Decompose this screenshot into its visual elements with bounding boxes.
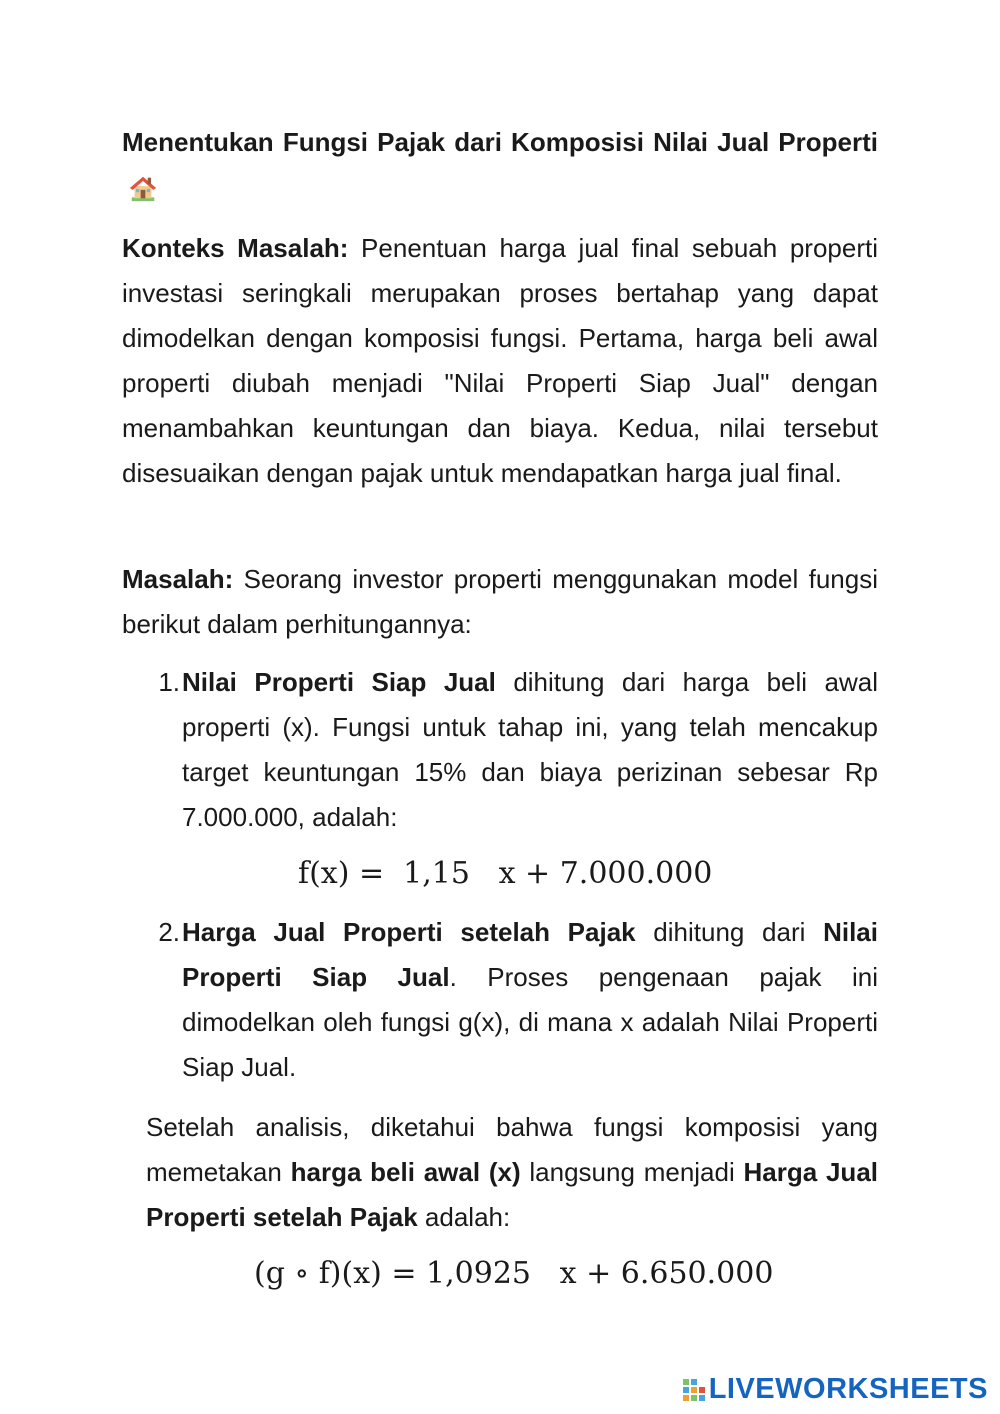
liveworksheets-logo-text: LIVEWORKSHEETS [708,1373,988,1405]
problem-paragraph [122,557,878,647]
list-item-bold: Harga Jual Properti setelah Pajak [182,917,636,947]
context-paragraph [122,226,878,496]
list-item-body: . Proses pengenaan pajak ini dimodelkan oleh fungsi g(x), di mana x adalah Nilai Properti Siap Jual. [182,962,878,1082]
list-item-bold: Nilai Properti Siap Jual [182,917,878,992]
problem-label: Masalah: [122,564,234,594]
conclusion-text: adalah: [417,1202,511,1232]
conclusion-paragraph [146,1105,878,1240]
list-item-text [182,910,878,1090]
formula-f: f(x) = 1,15 x + 7.000.000 [298,856,713,891]
list-item-bold: Nilai Properti Siap Jual [182,667,496,697]
list-item-body: dihitung dari harga beli awal properti (x). Fungsi untuk tahap ini, yang telah mencakup target keuntungan 15% dan biaya perizinan sebesar Rp 7.000.000, adalah: [182,667,878,832]
house-icon [128,173,158,203]
formula-composition: (g ∘ f)(x) = 1,0925 x + 6.650.000 [254,1256,774,1291]
page-title [122,118,878,214]
list-item-body: dihitung dari [635,917,824,947]
list-item-number: 2. [158,917,180,947]
context-text: Penentuan harga jual final sebuah properti investasi seringkali merupakan proses bertahap yang dapat dimodelkan dengan komposisi fungsi. Pertama, harga beli awal properti diubah menjadi "Nilai Properti Siap Jual" dengan menambahkan keuntungan dan biaya. Kedua, nilai tersebut disesuaikan dengan pajak untuk mendapatkan harga jual final. [122,233,878,488]
conclusion-text: langsung menjadi [520,1157,744,1187]
problem-text: Seorang investor properti menggunakan model fungsi berikut dalam perhitungannya: [122,564,878,639]
liveworksheets-logo-icon [682,1378,706,1402]
page-title-text: Menentukan Fungsi Pajak dari Komposisi Nilai Jual Properti [122,127,878,157]
list-item-number: 1. [158,667,180,697]
conclusion-text: Setelah analisis, diketahui bahwa fungsi komposisi yang memetakan [146,1112,878,1187]
context-label: Konteks Masalah: [122,233,349,263]
conclusion-bold: Harga Jual Properti setelah Pajak [146,1157,878,1232]
list-item-text [182,660,878,840]
conclusion-bold: harga beli awal (x) [290,1157,521,1187]
liveworksheets-logo [682,1373,988,1406]
